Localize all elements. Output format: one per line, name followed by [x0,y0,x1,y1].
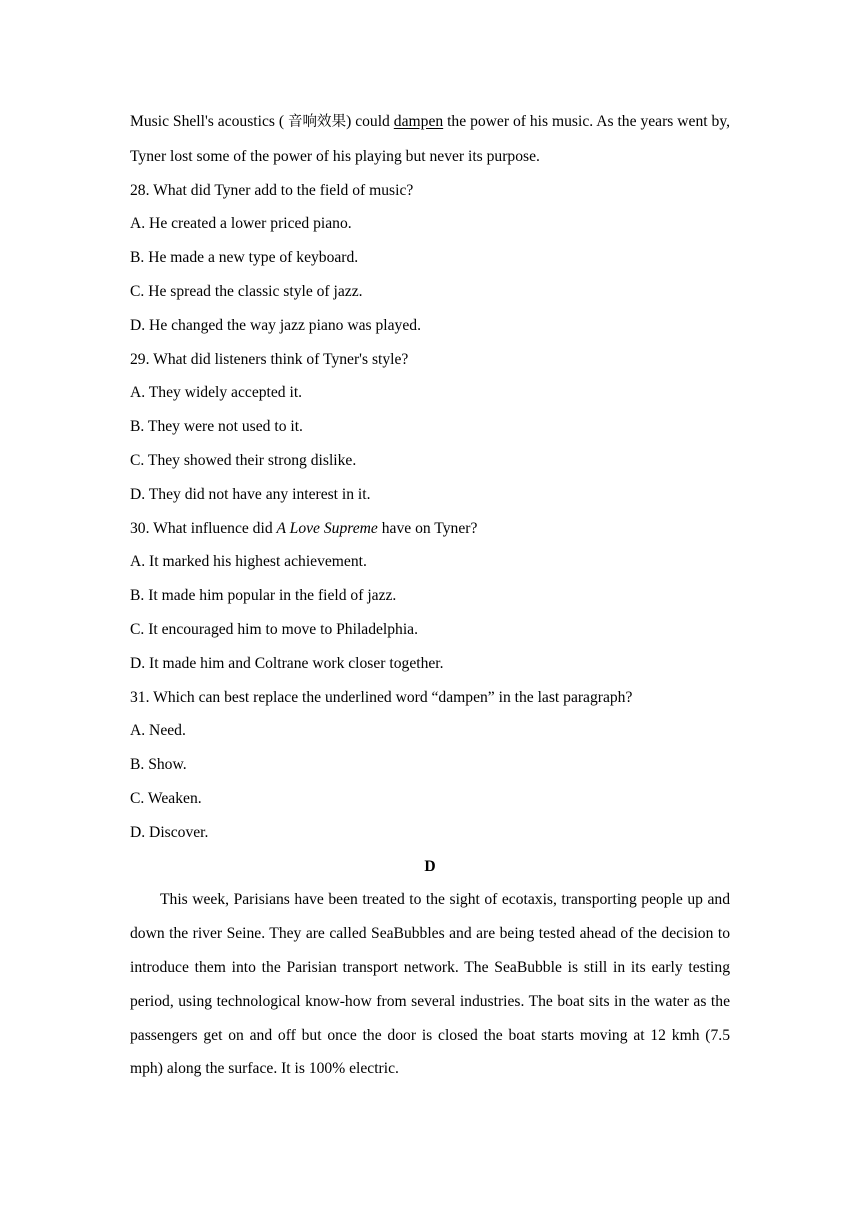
question-30-stem [130,512,730,546]
intro-paragraph [130,105,730,174]
question-31-option-d: D. Discover. [130,823,209,841]
question-28-option-a: A. He created a lower priced piano. [130,215,352,233]
question-29-option-c: C. They showed their strong dislike. [130,451,357,469]
album-title: A Love Supreme [276,519,378,537]
question-29-option-a: A. They widely accepted it. [130,384,303,402]
question-30-option-d: D. It made him and Coltrane work closer together. [130,654,444,672]
question-29-option-b: B. They were not used to it. [130,418,303,436]
question-28-option-b: B. He made a new type of keyboard. [130,249,359,267]
question-28-stem: 28. What did Tyner add to the field of music? [130,181,414,199]
section-d-paragraph: This week, Parisians have been treated to the sight of ecotaxis, transporting people up and down the river Seine. They are called SeaBubbles and are being tested ahead of the decision to introduce them into the Parisian transport network. The SeaBubble is still in its early testing period, using technological know-how from several industries. The boat sits in the water as the passengers get on and off but once the door is closed the boat starts moving at 12 kmh (7.5 mph) along the surface. It is 100% electric. [130,891,730,1078]
question-31-stem: 31. Which can best replace the underlined word “dampen” in the last paragraph? [130,688,633,706]
intro-text-3: the power of his music. As the years went by, Tyner lost some of the power of his playing but never its purpose. [130,113,730,165]
intro-text-2: ) could [346,113,394,130]
question-30-option-a: A. It marked his highest achievement. [130,553,367,571]
question-29-option-d: D. They did not have any interest in it. [130,485,371,503]
question-28-option-d: D. He changed the way jazz piano was played. [130,316,421,334]
question-31-option-b: B. Show. [130,756,187,774]
document-page [130,105,730,1086]
question-31-option-c: C. Weaken. [130,789,202,807]
question-29-stem: 29. What did listeners think of Tyner's style? [130,350,409,368]
question-30-option-b: B. It made him popular in the field of jazz. [130,587,397,605]
intro-text-1: Music Shell's acoustics ( [130,113,288,130]
question-30-stem-pre: 30. What influence did [130,519,277,537]
cjk-gloss: 音响效果 [287,114,347,130]
underlined-word: dampen [393,113,444,130]
question-30-option-c: C. It encouraged him to move to Philadelphia. [130,620,418,638]
question-28-option-c: C. He spread the classic style of jazz. [130,282,363,300]
question-30-stem-post: have on Tyner? [377,519,478,537]
section-heading: D [424,857,436,875]
question-31-option-a: A. Need. [130,722,186,740]
